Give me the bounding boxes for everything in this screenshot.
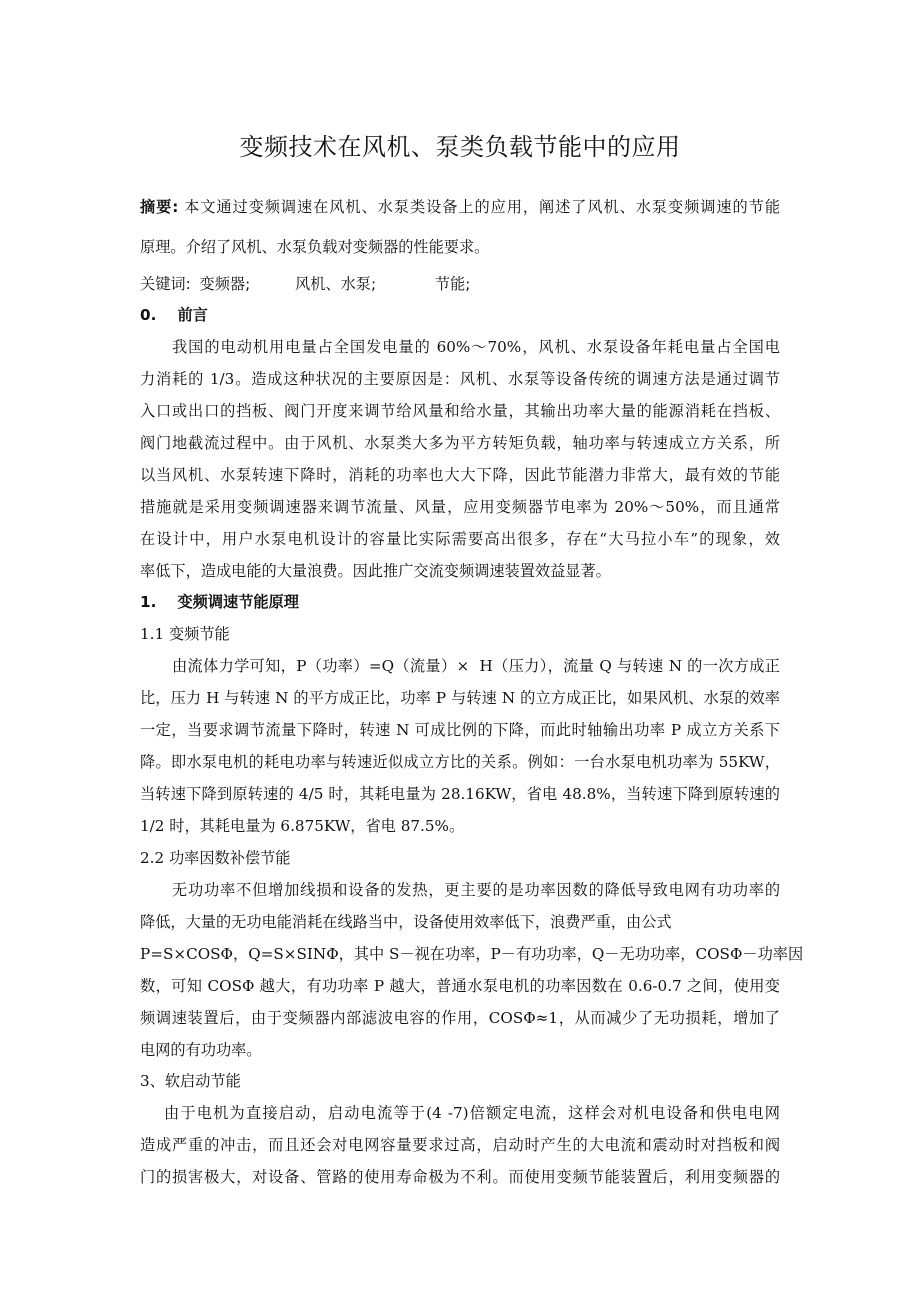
document-title: 变频技术在风机、泵类负载节能中的应用 bbox=[239, 133, 681, 161]
paragraph-line: 入口或出口的挡板、阀门开度来调节给风量和给水量，其输出功率大量的能源消耗在挡板、 bbox=[140, 402, 780, 420]
abstract-text-1: 本文通过变频调速在风机、水泵类设备上的应用，阐述了风机、水泵变频调速的节能 bbox=[178, 198, 781, 216]
paragraph-line: 由于电机为直接启动，启动电流等于(4 -7)倍额定电流，这样会对机电设备和供电电网 bbox=[164, 1104, 780, 1122]
keyword-item: 风机、水泵; bbox=[295, 275, 377, 293]
paragraph-line: 1/2 时，其耗电量为 6.875KW，省电 87.5%。 bbox=[140, 817, 465, 835]
keyword-item: 节能; bbox=[434, 275, 471, 293]
subsection-heading-1-1: 1.1 变频节能 bbox=[140, 625, 230, 643]
paragraph-line: 降。即水泵电机的耗电功率与转速近似成立方比的关系。例如：一台水泵电机功率为 55KW， bbox=[140, 753, 780, 771]
paragraph-line: 阀门地截流过程中。由于风机、水泵类大多为平方转矩负载，轴功率与转速成立方关系，所 bbox=[140, 434, 780, 452]
section-heading-0: 0. 前言 bbox=[140, 306, 208, 324]
abstract-line-2: 原理。介绍了风机、水泵负载对变频器的性能要求。 bbox=[140, 238, 490, 256]
paragraph-line: 频调速装置后，由于变频器内部滤波电容的作用，COSΦ≈1，从而减少了无功损耗，增加了 bbox=[140, 1009, 780, 1027]
paragraph-line: 无功功率不但增加线损和设备的发热，更主要的是功率因数的降低导致电网有功功率的 bbox=[172, 881, 780, 899]
paragraph-line: 以当风机、水泵转速下降时，消耗的功率也大大下降，因此节能潜力非常大，最有效的节能 bbox=[140, 466, 780, 484]
section-heading-1: 1. 变频调速节能原理 bbox=[140, 593, 299, 611]
paragraph-line: P=S×COSΦ，Q=S×SINΦ，其中 S－视在功率，P－有功功率，Q－无功功率，COSΦ－功率因 bbox=[140, 945, 804, 963]
keywords-label: 关键词: bbox=[140, 275, 191, 293]
subsection-heading-2-2: 2.2 功率因数补偿节能 bbox=[140, 849, 291, 867]
paragraph-line: 在设计中，用户水泵电机设计的容量比实际需要高出很多，存在“大马拉小车”的现象，效 bbox=[140, 530, 780, 548]
paragraph-line: 由流体力学可知，P（功率）=Q（流量）× H（压力），流量 Q 与转速 N 的一次方成正 bbox=[172, 657, 780, 675]
paragraph-line: 比，压力 H 与转速 N 的平方成正比，功率 P 与转速 N 的立方成正比，如果风机、水泵的效率 bbox=[140, 689, 780, 707]
paragraph-line: 当转速下降到原转速的 4/5 时，其耗电量为 28.16KW，省电 48.8%，当转速下降到原转速的 bbox=[140, 785, 780, 803]
subsection-heading-3: 3、软启动节能 bbox=[140, 1072, 241, 1090]
paragraph-line: 数，可知 COSΦ 越大，有功功率 P 越大，普通水泵电机的功率因数在 0.6-0.7 之间，使用变 bbox=[140, 977, 780, 995]
paragraph-line: 降低，大量的无功电能消耗在线路当中，设备使用效率低下，浪费严重，由公式 bbox=[140, 913, 672, 931]
paragraph-line: 力消耗的 1/3。造成这种状况的主要原因是：风机、水泵等设备传统的调速方法是通过调节 bbox=[140, 370, 780, 388]
abstract-label: 摘要: bbox=[140, 198, 179, 216]
paragraph-line: 门的损害极大，对设备、管路的使用寿命极为不利。而使用变频节能装置后，利用变频器的 bbox=[140, 1168, 780, 1186]
keywords-line bbox=[140, 274, 470, 294]
keyword-item: 变频器; bbox=[199, 275, 251, 293]
paragraph-line: 措施就是采用变频调速器来调节流量、风量，应用变频器节电率为 20%～50%，而且通常 bbox=[140, 498, 780, 516]
paragraph-line: 率低下，造成电能的大量浪费。因此推广交流变频调速装置效益显著。 bbox=[140, 562, 611, 580]
paragraph-line: 一定，当要求调节流量下降时，转速 N 可成比例的下降，而此时轴输出功率 P 成立方关系下 bbox=[140, 721, 780, 739]
paragraph-line: 我国的电动机用电量占全国发电量的 60%～70%，风机、水泵设备年耗电量占全国电 bbox=[172, 338, 780, 356]
paragraph-line: 造成严重的冲击，而且还会对电网容量要求过高，启动时产生的大电流和震动时对挡板和阀 bbox=[140, 1136, 780, 1154]
paragraph-line: 电网的有功功率。 bbox=[140, 1041, 262, 1059]
abstract-line-1 bbox=[140, 197, 780, 217]
